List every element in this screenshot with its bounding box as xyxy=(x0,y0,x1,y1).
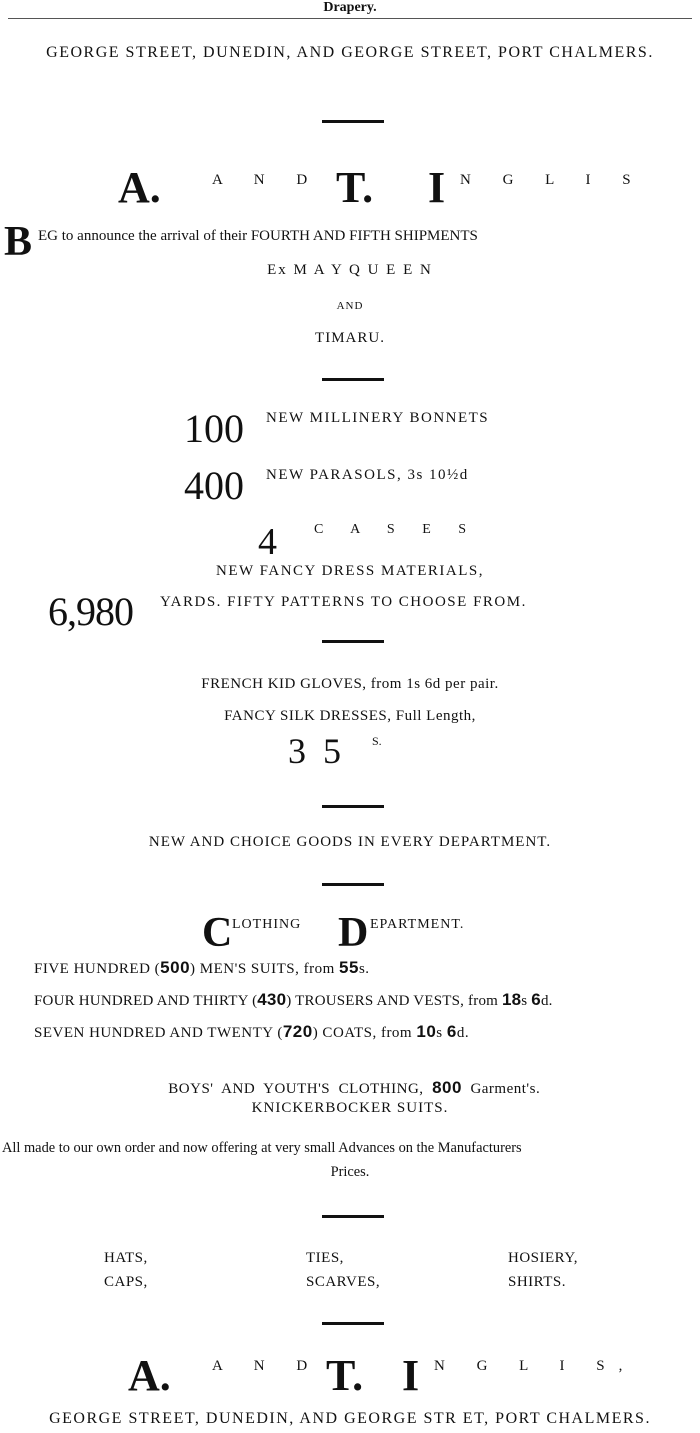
clothing-line-suits xyxy=(34,958,370,978)
divider xyxy=(322,1215,384,1218)
parasols-line xyxy=(0,462,700,512)
clothing-rest: LOTHING xyxy=(232,917,302,932)
boys-post: Garment's. xyxy=(461,1081,541,1097)
dropcap-b: B xyxy=(4,219,33,265)
header-rule xyxy=(8,18,692,19)
notice-line1: All made to our own order and now offering at very small Advances on the Manufacturers xyxy=(2,1140,522,1156)
firm-a-bottom: A. xyxy=(128,1351,171,1400)
accessories-col3 xyxy=(508,1246,578,1294)
firm-i: I xyxy=(428,163,446,212)
cases-number: 4 xyxy=(258,521,277,563)
acc-hats: HATS, xyxy=(104,1250,148,1266)
acc-hosiery: HOSIERY, xyxy=(508,1250,578,1266)
yards-number: 6,980 xyxy=(48,589,133,634)
firm-and-bottom: A N D xyxy=(212,1358,322,1374)
trousers-pre: FOUR HUNDRED AND THIRTY ( xyxy=(34,993,258,1009)
coats-post: d. xyxy=(456,1025,470,1041)
address-bottom: GEORGE STREET, DUNEDIN, AND GEORGE STR ET, PORT CHALMERS. xyxy=(49,1410,651,1427)
silk-price-unit: S. xyxy=(372,734,382,748)
clothing-c-cap: C xyxy=(202,910,233,956)
boys-clothing xyxy=(0,1061,700,1098)
trousers-count: 430 xyxy=(257,990,287,1009)
divider xyxy=(322,1322,384,1325)
dress-materials: NEW FANCY DRESS MATERIALS, xyxy=(216,563,484,579)
divider xyxy=(322,883,384,886)
cases-line xyxy=(0,518,700,564)
firm-nglis-bottom: N G L I S, xyxy=(434,1358,637,1374)
announce-line xyxy=(4,219,700,266)
department-d-cap: D xyxy=(338,910,369,956)
divider xyxy=(322,378,384,381)
coats-s: s xyxy=(436,1025,447,1041)
ship-may-queen: Ex M A Y Q U E E N xyxy=(267,262,433,278)
bonnets-number: 100 xyxy=(184,406,244,451)
trousers-pence: 6 xyxy=(531,990,541,1009)
divider xyxy=(322,120,384,123)
boys-count: 800 xyxy=(432,1078,462,1097)
ship-and: AND xyxy=(336,300,364,312)
section-title: Drapery. xyxy=(323,0,377,15)
clothing-line-coats xyxy=(34,1022,469,1042)
ship-timaru: TIMARU. xyxy=(315,330,385,346)
divider xyxy=(322,640,384,643)
trousers-shillings: 18 xyxy=(501,990,522,1009)
firm-name-bottom xyxy=(0,1350,700,1400)
firm-nglis: N G L I S xyxy=(460,172,645,188)
firm-a: A. xyxy=(118,163,161,212)
gloves-line: FRENCH KID GLOVES, from 1s 6d per pair. xyxy=(201,676,499,692)
suits-mid: ) MEN'S SUITS, from xyxy=(190,961,340,977)
suits-price: 55 xyxy=(339,958,359,977)
coats-shillings: 10 xyxy=(416,1022,437,1041)
yards-text: YARDS. FIFTY PATTERNS TO CHOOSE FROM. xyxy=(160,594,527,610)
choice-goods: NEW AND CHOICE GOODS IN EVERY DEPARTMENT. xyxy=(148,834,552,850)
cases-text: C A S E S xyxy=(314,522,479,537)
trousers-s: s xyxy=(521,993,532,1009)
silk-price-number: 3 5 xyxy=(288,731,345,771)
trousers-post: d. xyxy=(540,993,553,1009)
announce-text: EG to announce the arrival of their FOURTH AND FIFTH SHIPMENTS xyxy=(38,228,478,244)
coats-mid: ) COATS, from xyxy=(312,1025,417,1041)
boys-pre: BOYS' AND YOUTH'S CLOTHING, xyxy=(168,1081,433,1097)
suits-count: 500 xyxy=(160,958,191,977)
suits-post: s. xyxy=(358,961,370,977)
firm-t: T. xyxy=(336,163,374,212)
coats-pre: SEVEN HUNDRED AND TWENTY ( xyxy=(34,1025,283,1041)
parasols-number: 400 xyxy=(184,463,244,508)
suits-pre: FIVE HUNDRED ( xyxy=(34,961,161,977)
coats-count: 720 xyxy=(282,1022,313,1041)
address-top: GEORGE STREET, DUNEDIN, AND GEORGE STREET, PORT CHALMERS. xyxy=(46,44,654,61)
coats-pence: 6 xyxy=(446,1022,457,1041)
bonnets-line xyxy=(0,405,700,455)
yards-line xyxy=(0,588,700,638)
silk-dresses-line: FANCY SILK DRESSES, Full Length, xyxy=(224,708,476,724)
acc-scarves: SCARVES, xyxy=(306,1274,381,1290)
knickerbocker: KNICKERBOCKER SUITS. xyxy=(251,1100,449,1116)
firm-name-top xyxy=(0,162,700,212)
acc-caps: CAPS, xyxy=(104,1274,148,1290)
silk-price xyxy=(0,730,700,776)
divider xyxy=(322,805,384,808)
department-rest: EPARTMENT. xyxy=(370,917,465,932)
acc-shirts: SHIRTS. xyxy=(508,1274,567,1290)
accessories-col1 xyxy=(104,1246,148,1294)
acc-ties: TIES, xyxy=(306,1250,344,1266)
clothing-line-trousers xyxy=(34,990,553,1010)
firm-i-bottom: I xyxy=(402,1351,420,1400)
trousers-mid: ) TROUSERS AND VESTS, from xyxy=(286,993,502,1009)
bonnets-text: NEW MILLINERY BONNETS xyxy=(266,410,490,426)
accessories-col2 xyxy=(306,1246,380,1294)
notice-line2: Prices. xyxy=(330,1164,370,1180)
firm-and: A N D xyxy=(212,172,322,188)
parasols-text: NEW PARASOLS, 3s 10½d xyxy=(266,467,469,483)
clothing-heading xyxy=(0,910,700,961)
firm-t-bottom: T. xyxy=(326,1351,364,1400)
